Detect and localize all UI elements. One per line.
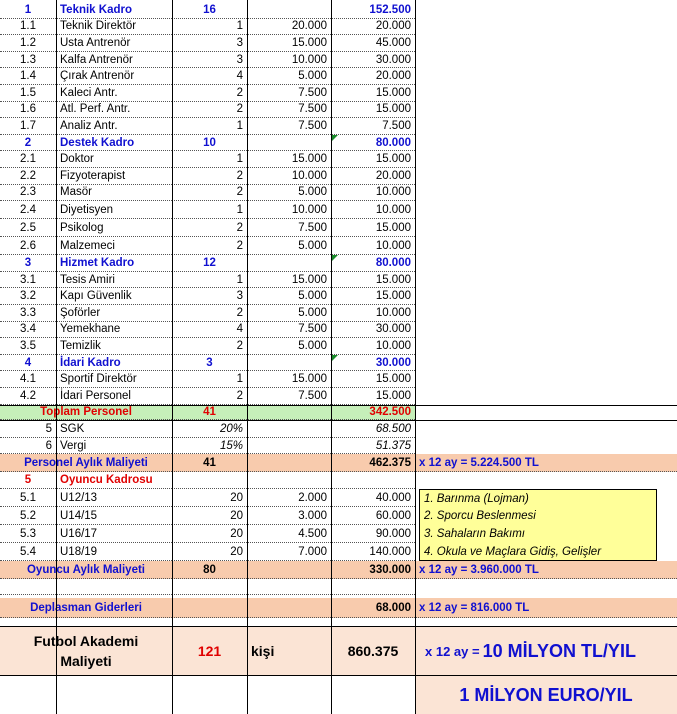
item-unit-cost[interactable]: 10.000	[247, 201, 331, 219]
table-row	[0, 85, 677, 102]
table-row	[0, 52, 677, 69]
cell-note[interactable]	[415, 355, 677, 372]
item-number[interactable]: 5.3	[0, 525, 56, 543]
section-header-teknik	[0, 2, 677, 19]
cell-note[interactable]	[415, 185, 677, 202]
item-name[interactable]: İdari Personel	[56, 388, 172, 405]
item-count[interactable]: 20	[172, 489, 247, 507]
item-number[interactable]: 1.5	[0, 85, 56, 102]
table-row	[0, 371, 677, 388]
item-count[interactable]: 2	[172, 305, 247, 322]
section-count[interactable]: 12	[172, 255, 247, 272]
section-name[interactable]: Hizmet Kadro	[56, 255, 172, 272]
item-name[interactable]: U18/19	[56, 543, 172, 561]
player-monthly-count[interactable]: 80	[172, 561, 247, 579]
cost-note[interactable]: 4. Okula ve Maçlara Gidiş, Gelişler	[419, 543, 657, 561]
item-unit-cost[interactable]: 2.000	[247, 489, 331, 507]
item-total[interactable]: 10.000	[331, 201, 415, 219]
column-gridline	[415, 0, 416, 714]
cell-count[interactable]	[172, 598, 247, 618]
cell-count[interactable]	[172, 676, 247, 714]
item-name[interactable]: Masör	[56, 185, 172, 202]
item-unit-cost[interactable]: 10.000	[247, 52, 331, 69]
section-number[interactable]: 1	[0, 2, 56, 19]
total-personnel-count[interactable]: 41	[172, 406, 247, 421]
item-name[interactable]: Şoförler	[56, 305, 172, 322]
travel-expenses-label[interactable]: Deplasman Giderleri	[0, 598, 172, 618]
cell-unit[interactable]	[247, 355, 331, 372]
euro-summary[interactable]: 1 MİLYON EURO/YIL	[415, 676, 677, 714]
section-total[interactable]: 152.500	[331, 2, 415, 19]
cell-note[interactable]	[415, 421, 677, 438]
item-name[interactable]: Malzemeci	[56, 237, 172, 255]
cell-unit[interactable]	[247, 598, 331, 618]
item-unit-cost[interactable]: 7.500	[247, 118, 331, 135]
item-total[interactable]: 15.000	[331, 219, 415, 237]
total-personnel-total[interactable]: 342.500	[331, 406, 415, 421]
item-count[interactable]: 20	[172, 543, 247, 561]
item-number[interactable]: 3.3	[0, 305, 56, 322]
table-row	[0, 322, 677, 339]
item-count[interactable]: 3	[172, 52, 247, 69]
item-total[interactable]: 15.000	[331, 272, 415, 289]
item-count[interactable]: 1	[172, 118, 247, 135]
item-total[interactable]: 10.000	[331, 338, 415, 355]
table-row	[0, 118, 677, 135]
section-header-idari	[0, 355, 677, 372]
cell-unit[interactable]	[247, 561, 331, 579]
item-unit-cost[interactable]: 15.000	[247, 151, 331, 168]
item-total[interactable]: 30.000	[331, 322, 415, 339]
cell-total[interactable]	[331, 579, 415, 595]
euro-summary-row	[0, 676, 677, 714]
item-name[interactable]: Analiz Antr.	[56, 118, 172, 135]
item-unit-cost[interactable]: 7.500	[247, 219, 331, 237]
item-total[interactable]: 68.500	[331, 421, 415, 438]
cell-note[interactable]	[415, 68, 677, 85]
section-number[interactable]: 3	[0, 255, 56, 272]
section-number[interactable]: 2	[0, 135, 56, 152]
section-number[interactable]: 4	[0, 355, 56, 372]
item-unit-cost[interactable]: 5.000	[247, 185, 331, 202]
academy-cost-label-line1: Futbol Akademi	[33, 633, 139, 649]
personnel-monthly-count[interactable]: 41	[172, 454, 247, 472]
academy-yearly-prefix: x 12 ay =	[425, 643, 480, 659]
tax-row-vergi	[0, 438, 677, 455]
cell-note[interactable]	[415, 151, 677, 168]
section-count[interactable]: 10	[172, 135, 247, 152]
item-name[interactable]: Diyetisyen	[56, 201, 172, 219]
section-total[interactable]: 80.000	[331, 135, 415, 152]
academy-yearly-cost[interactable]	[415, 626, 677, 676]
item-total[interactable]: 45.000	[331, 35, 415, 52]
cell-count[interactable]	[172, 472, 247, 489]
cell-total[interactable]	[331, 472, 415, 489]
item-name[interactable]: Sportif Direktör	[56, 371, 172, 388]
item-total[interactable]: 10.000	[331, 185, 415, 202]
section-name[interactable]: Teknik Kadro	[56, 2, 172, 19]
table-row	[0, 272, 677, 289]
item-name[interactable]: U12/13	[56, 489, 172, 507]
table-row	[0, 237, 677, 255]
item-unit-cost[interactable]: 7.500	[247, 85, 331, 102]
cell-note[interactable]	[415, 288, 677, 305]
item-total[interactable]: 7.500	[331, 118, 415, 135]
item-number[interactable]: 5.1	[0, 489, 56, 507]
section-name[interactable]: İdari Kadro	[56, 355, 172, 372]
cell-note[interactable]	[415, 272, 677, 289]
cell-unit[interactable]	[247, 135, 331, 152]
personnel-monthly-total[interactable]: 462.375	[331, 454, 415, 472]
item-number[interactable]: 1.6	[0, 102, 56, 119]
cell-note[interactable]	[415, 2, 677, 19]
travel-expenses-total[interactable]: 68.000	[331, 598, 415, 618]
cell-note[interactable]	[415, 406, 677, 421]
cell-note[interactable]	[415, 305, 677, 322]
item-total[interactable]: 15.000	[331, 151, 415, 168]
section-name[interactable]: Oyuncu Kadrosu	[56, 472, 172, 489]
item-number[interactable]: 2.6	[0, 237, 56, 255]
cell-note[interactable]	[415, 201, 677, 219]
cell-unit[interactable]	[247, 421, 331, 438]
item-count[interactable]: 4	[172, 68, 247, 85]
item-unit-cost[interactable]: 7.500	[247, 322, 331, 339]
item-count[interactable]: 2	[172, 102, 247, 119]
academy-cost-row	[0, 626, 677, 676]
table-row	[0, 388, 677, 405]
item-total[interactable]: 40.000	[331, 489, 415, 507]
cell-unit[interactable]	[247, 472, 331, 489]
personnel-monthly-label[interactable]: Personel Aylık Maliyeti	[0, 454, 172, 472]
table-row	[0, 35, 677, 52]
item-unit-cost[interactable]: 5.000	[247, 305, 331, 322]
cell-count[interactable]	[172, 579, 247, 595]
item-count[interactable]: 2	[172, 168, 247, 185]
cell-unit[interactable]	[247, 579, 331, 595]
section-header-destek	[0, 135, 677, 152]
personnel-yearly-cost[interactable]: x 12 ay = 5.224.500 TL	[415, 454, 677, 472]
item-name[interactable]: Yemekhane	[56, 322, 172, 339]
section-count[interactable]: 3	[172, 355, 247, 372]
item-number[interactable]: 1.3	[0, 52, 56, 69]
item-unit-cost[interactable]: 5.000	[247, 237, 331, 255]
section-name[interactable]: Destek Kadro	[56, 135, 172, 152]
item-unit-cost[interactable]: 3.000	[247, 507, 331, 525]
table-row	[0, 288, 677, 305]
academy-headcount-unit[interactable]: kişi	[247, 626, 331, 676]
tax-rate[interactable]: 15%	[172, 438, 247, 455]
item-unit-cost[interactable]: 5.000	[247, 288, 331, 305]
section-total[interactable]: 30.000	[331, 355, 415, 372]
item-name[interactable]: Vergi	[56, 438, 172, 455]
cell-note[interactable]	[415, 35, 677, 52]
player-monthly-cost-row	[0, 561, 677, 579]
item-number[interactable]: 1.2	[0, 35, 56, 52]
table-row	[0, 19, 677, 36]
item-total[interactable]: 60.000	[331, 507, 415, 525]
item-total[interactable]: 140.000	[331, 543, 415, 561]
section-header-hizmet	[0, 255, 677, 272]
cell-note[interactable]	[415, 255, 677, 272]
item-count[interactable]: 2	[172, 237, 247, 255]
item-count[interactable]: 1	[172, 201, 247, 219]
item-count[interactable]: 1	[172, 19, 247, 36]
item-total[interactable]: 15.000	[331, 102, 415, 119]
table-row	[0, 201, 677, 219]
item-total[interactable]: 10.000	[331, 305, 415, 322]
item-number[interactable]: 4.1	[0, 371, 56, 388]
cell-note[interactable]	[415, 19, 677, 36]
cell-note[interactable]	[415, 135, 677, 152]
section-count[interactable]: 16	[172, 2, 247, 19]
cell-note[interactable]	[415, 52, 677, 69]
item-total[interactable]: 15.000	[331, 85, 415, 102]
empty-row	[0, 579, 677, 595]
item-number[interactable]: 3.5	[0, 338, 56, 355]
item-unit-cost[interactable]: 20.000	[247, 19, 331, 36]
cell-note[interactable]	[415, 102, 677, 119]
item-number[interactable]: 1.7	[0, 118, 56, 135]
cell-note[interactable]	[415, 322, 677, 339]
item-unit-cost[interactable]: 15.000	[247, 371, 331, 388]
item-name[interactable]: Teknik Direktör	[56, 19, 172, 36]
item-name[interactable]: U16/17	[56, 525, 172, 543]
cell-no[interactable]	[0, 676, 56, 714]
item-number[interactable]: 3.2	[0, 288, 56, 305]
item-number[interactable]: 1.1	[0, 19, 56, 36]
item-unit-cost[interactable]: 10.000	[247, 168, 331, 185]
academy-headcount[interactable]: 121	[172, 626, 247, 676]
item-number[interactable]: 5.2	[0, 507, 56, 525]
cell-note[interactable]	[415, 168, 677, 185]
cell-unit[interactable]	[247, 2, 331, 19]
item-name[interactable]: Doktor	[56, 151, 172, 168]
item-total[interactable]: 15.000	[331, 288, 415, 305]
item-count[interactable]: 2	[172, 388, 247, 405]
cost-note[interactable]: 2. Sporcu Beslenmesi	[419, 507, 657, 525]
item-number[interactable]: 1.4	[0, 68, 56, 85]
item-number[interactable]: 5	[0, 421, 56, 438]
comment-marker-icon	[332, 255, 338, 261]
item-count[interactable]: 20	[172, 525, 247, 543]
item-name[interactable]: Atl. Perf. Antr.	[56, 102, 172, 119]
table-row	[0, 338, 677, 355]
item-number[interactable]: 3.4	[0, 322, 56, 339]
item-number[interactable]: 2.3	[0, 185, 56, 202]
cell-note[interactable]	[415, 219, 677, 237]
item-name[interactable]: Kapı Güvenlik	[56, 288, 172, 305]
item-name[interactable]: Fizyoterapist	[56, 168, 172, 185]
item-number[interactable]: 5.4	[0, 543, 56, 561]
table-row	[0, 168, 677, 185]
table-row	[0, 185, 677, 202]
item-name[interactable]: Kalfa Antrenör	[56, 52, 172, 69]
item-count[interactable]: 20	[172, 507, 247, 525]
item-total[interactable]: 20.000	[331, 68, 415, 85]
player-monthly-label[interactable]: Oyuncu Aylık Maliyeti	[0, 561, 172, 579]
academy-cost-label-line2: Maliyeti	[60, 653, 112, 669]
cost-note[interactable]: 3. Sahaların Bakımı	[419, 525, 657, 543]
column-gridline	[247, 0, 248, 714]
table-row	[0, 68, 677, 85]
cell-unit[interactable]	[247, 438, 331, 455]
item-unit-cost[interactable]: 5.000	[247, 338, 331, 355]
tax-rate[interactable]: 20%	[172, 421, 247, 438]
item-count[interactable]: 1	[172, 151, 247, 168]
item-total[interactable]: 15.000	[331, 388, 415, 405]
table-row	[0, 102, 677, 119]
cell-note[interactable]	[415, 388, 677, 405]
cell-unit[interactable]	[247, 676, 331, 714]
item-number[interactable]: 3.1	[0, 272, 56, 289]
item-total[interactable]: 30.000	[331, 52, 415, 69]
cell-note[interactable]	[415, 472, 677, 489]
academy-cost-label[interactable]	[0, 626, 172, 676]
cell-note[interactable]	[415, 371, 677, 388]
item-unit-cost[interactable]: 7.000	[247, 543, 331, 561]
item-name[interactable]: Psikolog	[56, 219, 172, 237]
cell-name[interactable]	[56, 579, 172, 595]
item-name[interactable]: SGK	[56, 421, 172, 438]
item-number[interactable]: 2.5	[0, 219, 56, 237]
item-count[interactable]: 3	[172, 35, 247, 52]
table-row	[0, 525, 677, 543]
table-row	[0, 151, 677, 168]
item-count[interactable]: 2	[172, 219, 247, 237]
table-row	[0, 507, 677, 525]
cell-unit[interactable]	[247, 454, 331, 472]
item-unit-cost[interactable]: 4.500	[247, 525, 331, 543]
travel-expenses-row	[0, 598, 677, 618]
tax-row-sgk	[0, 421, 677, 438]
section-total[interactable]: 80.000	[331, 255, 415, 272]
item-unit-cost[interactable]: 5.000	[247, 68, 331, 85]
comment-marker-icon	[332, 135, 338, 141]
section-number[interactable]: 5	[0, 472, 56, 489]
item-name[interactable]: Çırak Antrenör	[56, 68, 172, 85]
item-name[interactable]: U14/15	[56, 507, 172, 525]
item-count[interactable]: 2	[172, 338, 247, 355]
travel-yearly-cost[interactable]: x 12 ay = 816.000 TL	[415, 598, 677, 618]
item-total[interactable]: 20.000	[331, 19, 415, 36]
item-name[interactable]: Temizlik	[56, 338, 172, 355]
academy-total[interactable]: 860.375	[331, 626, 415, 676]
item-unit-cost[interactable]: 7.500	[247, 102, 331, 119]
item-count[interactable]: 4	[172, 322, 247, 339]
item-count[interactable]: 1	[172, 272, 247, 289]
item-total[interactable]: 15.000	[331, 371, 415, 388]
personnel-monthly-cost-row	[0, 454, 677, 472]
item-count[interactable]: 2	[172, 185, 247, 202]
table-row	[0, 219, 677, 237]
cell-note[interactable]	[415, 338, 677, 355]
item-name[interactable]: Usta Antrenör	[56, 35, 172, 52]
item-number[interactable]: 6	[0, 438, 56, 455]
item-total[interactable]: 51.375	[331, 438, 415, 455]
cell-unit[interactable]	[247, 406, 331, 421]
cell-note[interactable]	[415, 118, 677, 135]
academy-yearly-amount: 10 MİLYON TL/YIL	[482, 640, 636, 661]
item-count[interactable]: 2	[172, 85, 247, 102]
item-name[interactable]: Kaleci Antr.	[56, 85, 172, 102]
item-count[interactable]: 3	[172, 288, 247, 305]
total-personnel-row	[0, 405, 677, 422]
section-header-oyuncu	[0, 472, 677, 489]
item-total[interactable]: 90.000	[331, 525, 415, 543]
item-total[interactable]: 10.000	[331, 237, 415, 255]
cell-total[interactable]	[331, 676, 415, 714]
table-row	[0, 305, 677, 322]
item-unit-cost[interactable]: 15.000	[247, 272, 331, 289]
item-number[interactable]: 4.2	[0, 388, 56, 405]
player-yearly-cost[interactable]: x 12 ay = 3.960.000 TL	[415, 561, 677, 579]
total-personnel-label[interactable]: Toplam Personel	[0, 406, 172, 421]
item-unit-cost[interactable]: 15.000	[247, 35, 331, 52]
comment-marker-icon	[332, 355, 338, 361]
cell-no[interactable]	[0, 579, 56, 595]
item-count[interactable]: 1	[172, 371, 247, 388]
cell-name[interactable]	[56, 676, 172, 714]
cell-note[interactable]	[415, 438, 677, 455]
item-total[interactable]: 20.000	[331, 168, 415, 185]
item-number[interactable]: 2.2	[0, 168, 56, 185]
player-monthly-total[interactable]: 330.000	[331, 561, 415, 579]
cell-note[interactable]	[415, 85, 677, 102]
item-number[interactable]: 2.4	[0, 201, 56, 219]
item-name[interactable]: Tesis Amiri	[56, 272, 172, 289]
column-gridline	[172, 0, 173, 714]
table-row	[0, 489, 677, 507]
item-number[interactable]: 2.1	[0, 151, 56, 168]
column-gridline	[56, 0, 57, 714]
cell-unit[interactable]	[247, 255, 331, 272]
table-row	[0, 543, 677, 561]
cell-note[interactable]	[415, 237, 677, 255]
item-unit-cost[interactable]: 7.500	[247, 388, 331, 405]
cost-note[interactable]: 1. Barınma (Lojman)	[419, 489, 657, 507]
